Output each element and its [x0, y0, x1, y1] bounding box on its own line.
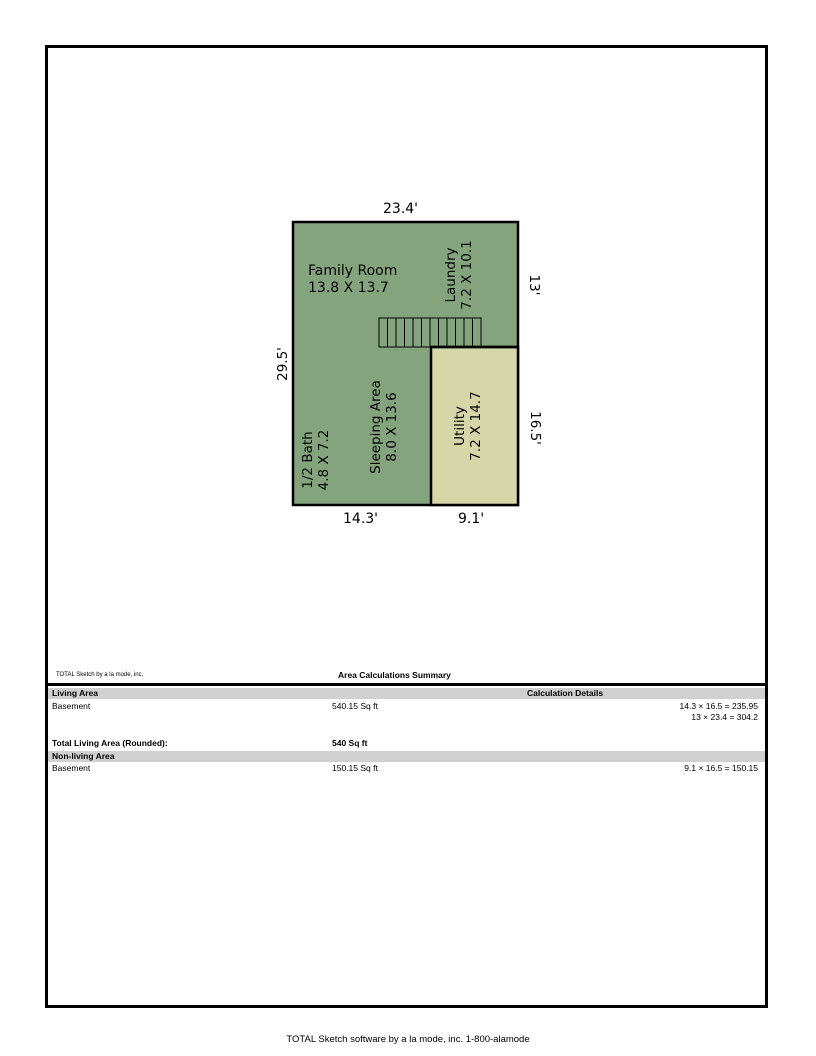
- dimension-right-lower: 16.5': [527, 411, 543, 445]
- calculation-details-header: Calculation Details: [527, 688, 604, 698]
- nonliving-row-area: 150.15 Sq ft: [332, 763, 378, 773]
- living-row-label: Basement: [52, 701, 91, 711]
- nonliving-area-band: [48, 751, 765, 762]
- dimension-bottom-left: 14.3': [343, 511, 379, 527]
- dimension-bottom-right: 9.1': [458, 511, 485, 527]
- nonliving-calc-1: 9.1 × 16.5 = 150.15: [684, 763, 758, 773]
- summary-title: Area Calculations Summary: [338, 670, 451, 680]
- living-area-band: [48, 688, 765, 699]
- room-name: Sleeping Area: [368, 380, 384, 474]
- dimension-left: 29.5': [275, 347, 291, 381]
- total-living-label: Total Living Area (Rounded):: [52, 738, 168, 748]
- room-name: Laundry: [443, 247, 459, 303]
- dimension-right-upper: 13': [526, 274, 542, 296]
- room-sleeping-area: [368, 367, 402, 487]
- room-dims: 13.8 X 13.7: [308, 280, 389, 296]
- living-calc-1: 14.3 × 16.5 = 235.95: [679, 701, 758, 711]
- room-dims: 7.2 X 14.7: [468, 391, 484, 461]
- room-laundry: [443, 220, 477, 330]
- nonliving-row-label: Basement: [52, 763, 91, 773]
- room-dims: 8.0 X 13.6: [384, 392, 400, 462]
- room-dims: 7.2 X 10.1: [459, 240, 475, 310]
- living-row-area: 540.15 Sq ft: [332, 701, 378, 711]
- living-calc-2: 13 × 23.4 = 304.2: [691, 712, 758, 722]
- nonliving-area-header: Non-living Area: [52, 751, 115, 761]
- footer-credit: TOTAL Sketch software by a la mode, inc. 1-800-alamode: [286, 1034, 530, 1045]
- room-name: Family Room: [308, 263, 398, 279]
- summary-divider: [45, 683, 768, 686]
- dimension-top: 23.4': [383, 201, 419, 217]
- room-family-room: [308, 263, 397, 297]
- room-utility: [452, 376, 486, 476]
- room-half-bath: [300, 415, 334, 505]
- living-area-header: Living Area: [52, 688, 98, 698]
- room-name: Utility: [452, 406, 468, 446]
- total-living-value: 540 Sq ft: [332, 738, 368, 748]
- sketch-credit: TOTAL Sketch by a la mode, inc.: [56, 672, 144, 678]
- room-name: 1/2 Bath: [300, 431, 316, 489]
- room-dims: 4.8 X 7.2: [316, 429, 332, 491]
